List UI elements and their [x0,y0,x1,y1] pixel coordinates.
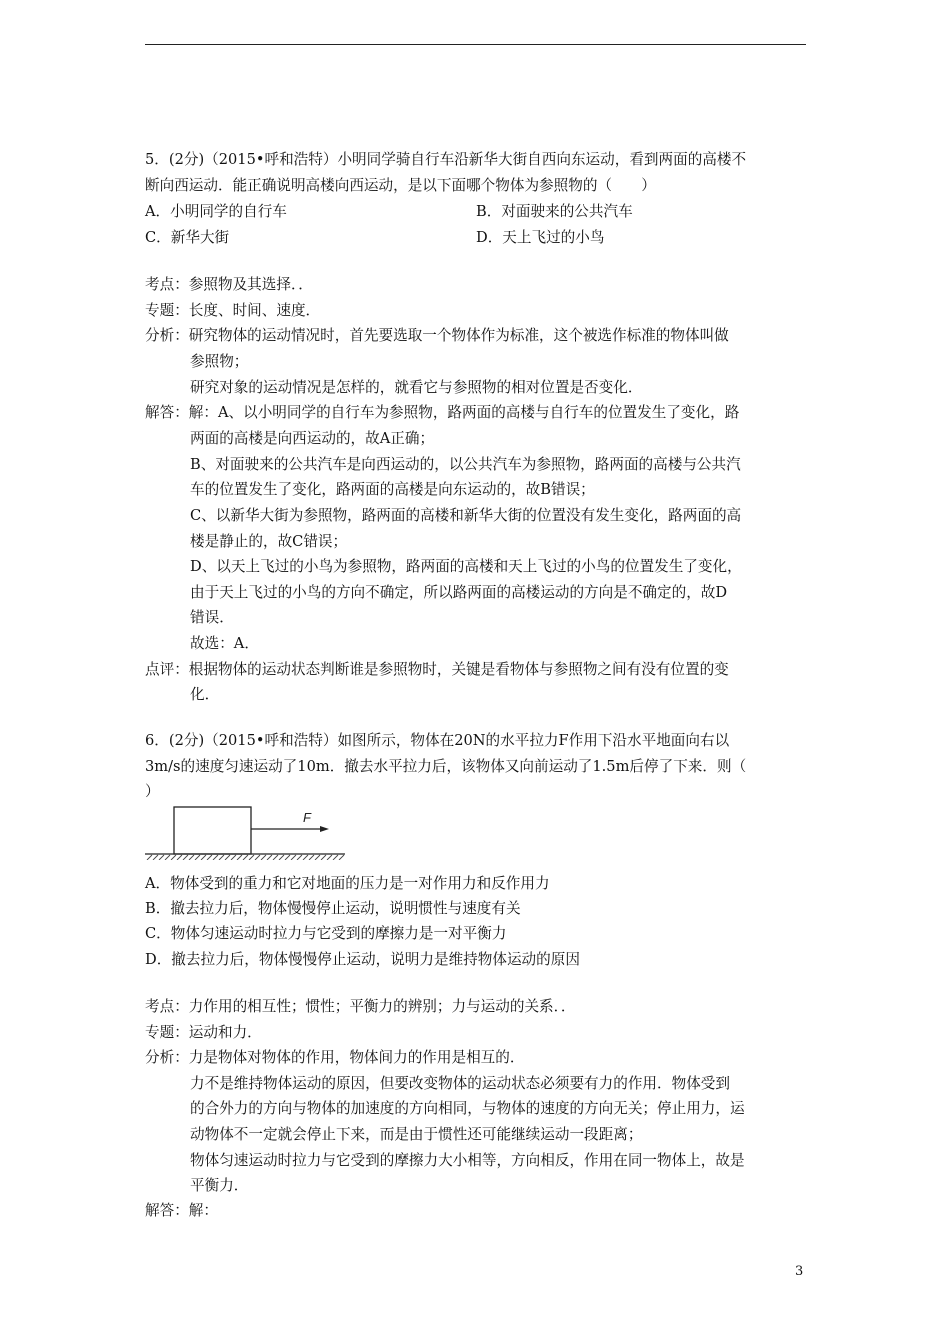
q6-fenxi-line6: 平衡力． [190,1177,249,1194]
q5-stem-line1: 5．(2分)（2015•呼和浩特）小明同学骑自行车沿新华大街自西向东运动，看到两面的高楼不 [145,151,747,168]
q5-jieda-line6: 楼是静止的，故C错误； [190,533,348,550]
q5-option-b: B．对面驶来的公共汽车 [476,203,633,220]
q6-option-c: C．物体匀速运动时拉力与它受到的摩擦力是一对平衡力 [145,925,507,942]
force-label: F [303,810,311,825]
q6-fenxi-line3: 的合外力的方向与物体的加速度的方向相同，与物体的速度的方向无关；停止用力，运 [190,1100,745,1117]
q5-jieda-line1: 解答：解：A、以小明同学的自行车为参照物，路两面的高楼与自行车的位置发生了变化，路 [145,404,740,421]
q5-fenxi-line1: 分析：研究物体的运动情况时，首先要选取一个物体作为标准，这个被选作标准的物体叫做 [145,327,729,344]
q6-option-d: D．撤去拉力后，物体慢慢停止运动，说明力是维持物体运动的原因 [145,951,580,968]
q5-stem-line2: 断向西运动．能正确说明高楼向西运动，是以下面哪个物体为参照物的（ ） [145,177,656,194]
block [174,807,251,854]
q6-fenxi-line4: 动物体不一定就会停止下来，而是由于惯性还可能继续运动一段距离； [190,1126,643,1143]
q5-option-a: A．小明同学的自行车 [145,203,287,220]
q6-option-b: B．撤去拉力后，物体慢慢停止运动，说明惯性与速度有关 [145,900,521,917]
q5-jieda-line7: D、以天上飞过的小鸟为参照物，路两面的高楼和天上飞过的小鸟的位置发生了变化， [190,558,742,575]
q6-zhuanti: 专题：运动和力． [145,1024,262,1041]
q5-jieda-line9: 错误． [190,609,234,626]
q5-fenxi-line3: 研究对象的运动情况是怎样的，就看它与参照物的相对位置是否变化． [190,379,643,396]
q5-zhuanti: 专题：长度、时间、速度． [145,302,321,319]
q5-jieda-line8: 由于天上飞过的小鸟的方向不确定，所以路两面的高楼运动的方向是不确定的，故D [190,584,728,601]
q6-fenxi-line1: 分析：力是物体对物体的作用，物体间力的作用是相互的． [145,1049,525,1066]
q5-dianping-line1: 点评：根据物体的运动状态判断谁是参照物时，关键是看物体与参照物之间有没有位置的变 [145,661,729,678]
force-diagram [145,800,349,860]
q6-stem-line1: 6．(2分)（2015•呼和浩特）如图所示，物体在20N的水平拉力F作用下沿水平地面向右以 [145,732,730,749]
q5-option-d: D．天上飞过的小鸟 [476,229,605,246]
q5-fenxi-line2: 参照物； [190,353,249,370]
q5-jieda-line5: C、以新华大街为参照物，路两面的高楼和新华大街的位置没有发生变化，路两面的高 [190,507,742,524]
q6-option-a: A．物体受到的重力和它对地面的压力是一对作用力和反作用力 [145,875,550,892]
q5-kaodian: 考点：参照物及其选择．． [145,276,313,293]
q5-option-c: C．新华大街 [145,229,230,246]
q5-jieda-line2: 两面的高楼是向西运动的，故A正确； [190,430,435,447]
q6-fenxi-line2: 力不是维持物体运动的原因，但要改变物体的运动状态必须要有力的作用．物体受到 [190,1075,730,1092]
q5-jieda-line3: B、对面驶来的公共汽车是向西运动的，以公共汽车为参照物，路两面的高楼与公共汽 [190,456,741,473]
q6-stem-line3: ） [145,783,160,800]
q6-fenxi-line5: 物体匀速运动时拉力与它受到的摩擦力大小相等，方向相反，作用在同一物体上，故是 [190,1152,745,1169]
q5-jieda-line4: 车的位置发生了变化，路两面的高楼是向东运动的，故B错误； [190,481,595,498]
q6-jieda: 解答：解： [145,1202,218,1219]
q5-jieda-line10: 故选：A． [190,635,259,652]
header-rule [145,44,806,45]
page-number: 3 [795,1264,804,1279]
q5-dianping-line2: 化． [190,686,220,703]
q6-stem-line2: 3m/s的速度匀速运动了10m．撤去水平拉力后，该物体又向前运动了1.5m后停了下来．则（ [145,758,747,775]
force-arrowhead [320,826,329,832]
ground-hatching [147,855,344,860]
q6-kaodian: 考点：力作用的相互性；惯性；平衡力的辨别；力与运动的关系．． [145,998,576,1015]
